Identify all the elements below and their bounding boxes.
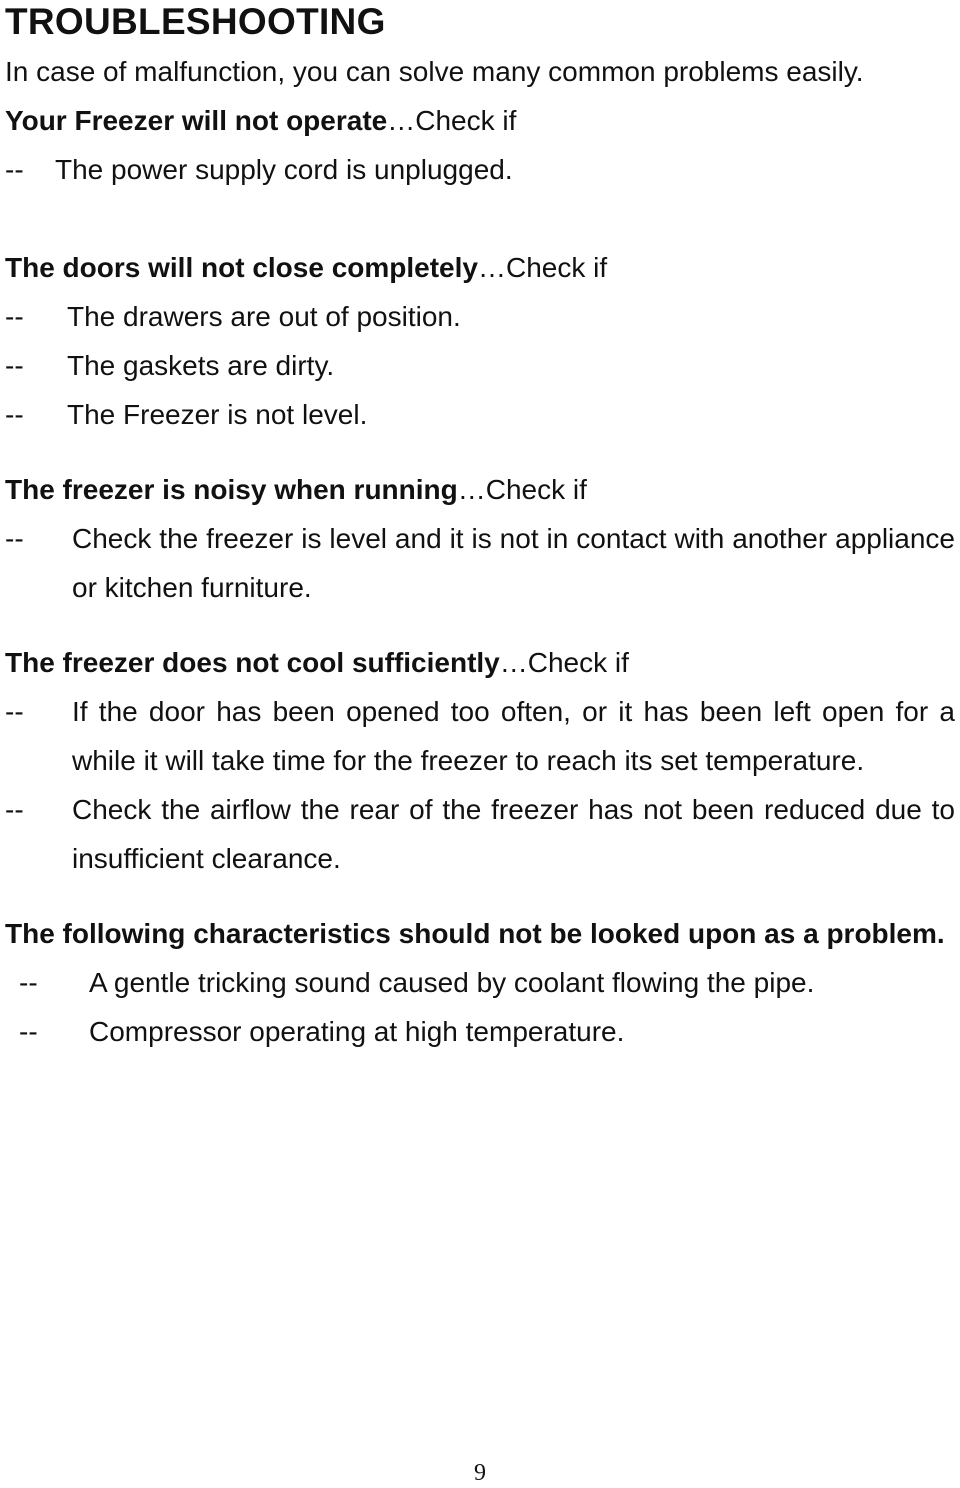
section-heading-bold: The following characteristics should not be looked upon as a problem. xyxy=(5,918,945,949)
section-heading-suffix: …Check if xyxy=(457,474,587,505)
section-heading-bold: Your Freezer will not operate xyxy=(5,105,388,136)
list-item-text: If the door has been opened too often, or it has been left open for a while it will take time for the freezer to reach its set temperature. xyxy=(72,696,955,776)
list-item xyxy=(5,145,955,194)
list-item-text: The gaskets are dirty. xyxy=(67,350,335,381)
section-heading-bold: The doors will not close completely xyxy=(5,252,478,283)
dash-marker: -- xyxy=(5,523,24,554)
list-item xyxy=(5,341,955,390)
list-item xyxy=(5,514,955,612)
list-item xyxy=(5,292,955,341)
section-not-cool xyxy=(5,638,955,883)
section-doors-not-close xyxy=(5,243,955,439)
list-item xyxy=(5,958,955,1007)
dash-marker: -- xyxy=(5,154,24,185)
list-item-text: The power supply cord is unplugged. xyxy=(55,154,513,185)
dash-marker: -- xyxy=(5,794,24,825)
dash-marker: -- xyxy=(5,301,24,332)
list-item-text: The Freezer is not level. xyxy=(67,399,368,430)
spacer xyxy=(5,439,955,465)
page-title: TROUBLESHOOTING xyxy=(5,1,386,42)
section-heading-bold: The freezer is noisy when running xyxy=(5,474,458,505)
section-noisy xyxy=(5,465,955,612)
list-item xyxy=(5,1007,955,1056)
spacer xyxy=(5,612,955,638)
dash-marker: -- xyxy=(5,350,24,381)
section-heading-suffix: …Check if xyxy=(387,105,517,136)
section-heading xyxy=(5,638,955,687)
manual-page xyxy=(5,0,955,1056)
list-item-text: A gentle tricking sound caused by coolant flowing the pipe. xyxy=(89,967,815,998)
spacer xyxy=(5,194,955,243)
section-will-not-operate xyxy=(5,96,955,194)
section-heading-bold: The freezer does not cool sufficiently xyxy=(5,647,500,678)
section-heading-suffix: …Check if xyxy=(477,252,608,283)
section-heading xyxy=(5,909,955,958)
list-item xyxy=(5,390,955,439)
page-number: 9 xyxy=(474,1460,486,1486)
list-item-text: Compressor operating at high temperature. xyxy=(89,1016,625,1047)
section-heading xyxy=(5,465,955,514)
dash-marker: -- xyxy=(5,696,24,727)
list-item-text: Check the freezer is level and it is not in contact with another appliance or kitchen furniture. xyxy=(72,523,955,603)
list-item-text: Check the airflow the rear of the freezer has not been reduced due to insufficient clearance. xyxy=(72,794,955,874)
section-not-a-problem xyxy=(5,909,955,1056)
spacer xyxy=(5,883,955,909)
dash-marker: -- xyxy=(19,967,38,998)
dash-marker: -- xyxy=(5,399,24,430)
list-item-text: The drawers are out of position. xyxy=(67,301,461,332)
intro-paragraph: In case of malfunction, you can solve many common problems easily. xyxy=(5,56,864,87)
list-item xyxy=(5,785,955,883)
section-heading-suffix: …Check if xyxy=(499,647,629,678)
section-heading xyxy=(5,243,955,292)
list-item xyxy=(5,687,955,785)
section-heading xyxy=(5,96,955,145)
dash-marker: -- xyxy=(19,1016,38,1047)
